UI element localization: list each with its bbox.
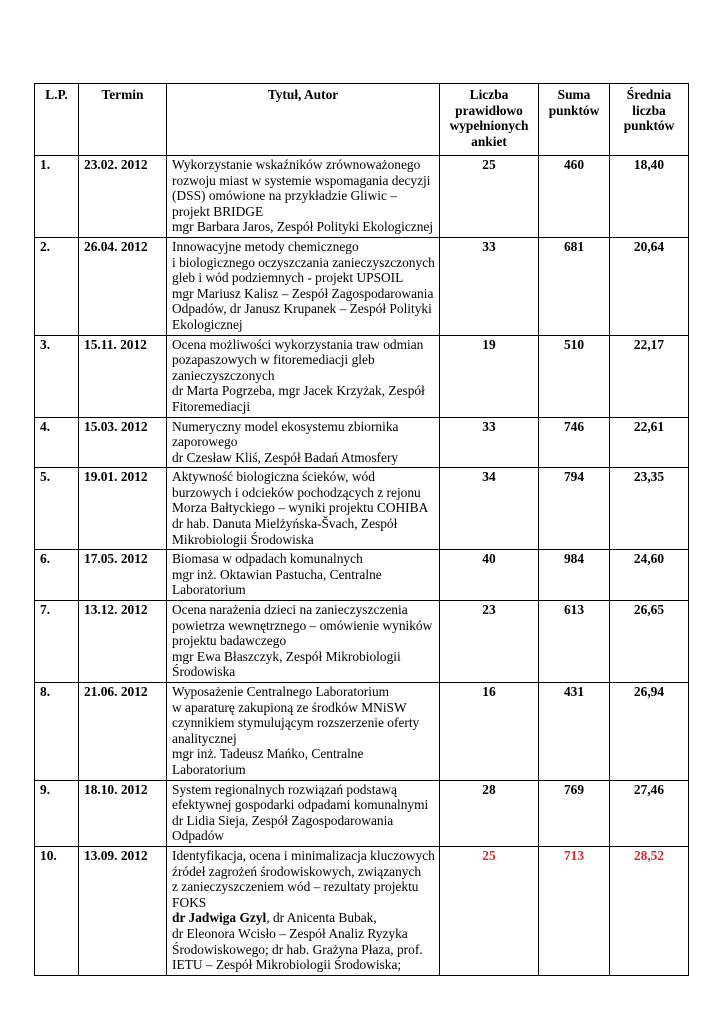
title-line: mgr Ewa Błaszczyk, Zespół Mikrobiologii — [172, 648, 401, 664]
title-line: mgr Mariusz Kalisz – Zespół Zagospodarowania — [172, 285, 434, 301]
row-date: 13.12. 2012 — [79, 601, 167, 683]
title-line: dr Lidia Sieja, Zespół Zagospodarowania — [172, 812, 394, 828]
row-date: 23.02. 2012 — [79, 156, 167, 238]
row-sum: 460 — [539, 156, 610, 238]
header-count — [440, 84, 539, 156]
row-avg: 22,17 — [610, 335, 689, 417]
row-date: 21.06. 2012 — [79, 683, 167, 781]
header-sum-line: Suma — [557, 87, 591, 102]
title-line: Innowacyjne metody chemicznego — [172, 238, 359, 254]
title-line: efektywnej gospodarki odpadami komunalnymi — [172, 797, 429, 813]
row-date: 18.10. 2012 — [79, 780, 167, 846]
title-line: projektu badawczego — [172, 633, 287, 649]
header-avg-line: Średnia — [626, 87, 672, 102]
table-row — [35, 683, 689, 781]
title-line: mgr inż. Tadeusz Mańko, Centralne — [172, 746, 364, 762]
row-lp: 9. — [35, 780, 79, 846]
row-date: 19.01. 2012 — [79, 468, 167, 550]
row-date: 17.05. 2012 — [79, 550, 167, 601]
row-avg: 20,64 — [610, 237, 689, 335]
title-line: Laboratorium — [172, 761, 246, 777]
title-line: dr Marta Pogrzeba, mgr Jacek Krzyżak, Zespół — [172, 383, 425, 399]
row-sum: 510 — [539, 335, 610, 417]
table-row — [35, 468, 689, 550]
row-title — [167, 237, 440, 335]
header-count-line: Liczba — [469, 87, 509, 102]
title-line: Wyposażenie Centralnego Laboratorium — [172, 684, 390, 699]
title-line: Środowiska — [172, 664, 236, 680]
title-line: pozapaszowych w fitoremediacji gleb — [172, 352, 375, 368]
title-line: dr Czesław Kliś, Zespół Badań Atmosfery — [172, 449, 399, 465]
row-avg: 23,35 — [610, 468, 689, 550]
title-line: rozwoju miast w systemie wspomagania decyzji — [172, 172, 431, 188]
table-row — [35, 417, 689, 468]
table-row — [35, 780, 689, 846]
row-count: 28 — [440, 780, 539, 846]
header-avg-line: liczba — [632, 102, 666, 118]
row-count: 23 — [440, 601, 539, 683]
title-line: i biologicznego oczyszczania zanieczyszczonych — [172, 254, 435, 270]
title-line: z zanieczyszczeniem wód – rezultaty projektu — [172, 879, 419, 895]
table-row — [35, 601, 689, 683]
row-avg: 24,60 — [610, 550, 689, 601]
row-count: 33 — [440, 237, 539, 335]
header-sum-line: punktów — [548, 102, 600, 118]
header-sum — [539, 84, 610, 156]
table-row-highlighted — [35, 846, 689, 975]
row-avg: 27,46 — [610, 780, 689, 846]
header-count-line: wypełnionych — [449, 118, 529, 134]
row-sum: 613 — [539, 601, 610, 683]
row-avg: 26,65 — [610, 601, 689, 683]
title-line: (DSS) omówione na przykładzie Gliwic – — [172, 188, 397, 204]
row-sum: 769 — [539, 780, 610, 846]
title-line: Fitoremediacji — [172, 398, 251, 414]
header-row — [35, 84, 689, 156]
lecture-ratings-table — [34, 83, 689, 976]
title-line: zaporowego — [172, 434, 238, 450]
title-line: Wykorzystanie wskaźników zrównoważonego — [172, 157, 421, 172]
row-title — [167, 683, 440, 781]
title-line: Aktywność biologiczna ścieków, wód — [172, 469, 375, 485]
table-row — [35, 156, 689, 238]
title-line: Mikrobiologii Środowiska — [172, 531, 314, 547]
title-line: Biomasa w odpadach komunalnych — [172, 551, 363, 567]
row-date: 13.09. 2012 — [79, 846, 167, 975]
row-sum: 984 — [539, 550, 610, 601]
header-avg-line: punktów — [623, 118, 675, 134]
row-lp: 1. — [35, 156, 79, 238]
header-count-line: ankiet — [471, 133, 507, 149]
row-lp: 7. — [35, 601, 79, 683]
title-line: Identyfikacja, ocena i minimalizacja kluczowych — [172, 847, 435, 863]
row-avg: 28,52 — [610, 846, 689, 975]
row-lp: 4. — [35, 417, 79, 468]
header-avg — [610, 84, 689, 156]
title-line: projekt BRIDGE — [172, 203, 264, 219]
header-count-line: prawidłowo — [455, 102, 523, 118]
row-lp: 3. — [35, 335, 79, 417]
title-line: zanieczyszczonych — [172, 367, 275, 383]
row-title — [167, 156, 440, 238]
row-count: 16 — [440, 683, 539, 781]
title-line: mgr inż. Oktawian Pastucha, Centralne — [172, 566, 382, 582]
title-line: burzowych i odcieków pochodzących z rejonu — [172, 484, 421, 500]
row-avg: 26,94 — [610, 683, 689, 781]
title-line: mgr Barbara Jaros, Zespół Polityki Ekologicznej — [172, 219, 434, 235]
row-count: 40 — [440, 550, 539, 601]
title-line: Odpadów, dr Janusz Krupanek – Zespół Polityki — [172, 301, 432, 317]
title-line: Ekologicznej — [172, 316, 243, 332]
title-line: Środowiskowego; dr hab. Grażyna Płaza, prof. — [172, 941, 423, 957]
table-row — [35, 335, 689, 417]
row-avg: 22,61 — [610, 417, 689, 468]
co-authors: , dr Anicenta Bubak, — [266, 910, 377, 926]
row-date: 15.03. 2012 — [79, 417, 167, 468]
row-count: 34 — [440, 468, 539, 550]
row-sum: 713 — [539, 846, 610, 975]
title-line: czynnikiem stymulującym rozszerzenie oferty — [172, 715, 420, 731]
row-count: 25 — [440, 846, 539, 975]
row-date: 15.11. 2012 — [79, 335, 167, 417]
row-title — [167, 780, 440, 846]
row-count: 25 — [440, 156, 539, 238]
header-termin: Termin — [79, 84, 167, 156]
row-title — [167, 468, 440, 550]
title-line: gleb i wód podziemnych - projekt UPSOIL — [172, 270, 404, 286]
title-line: dr Eleonora Wcisło – Zespół Analiz Ryzyka — [172, 925, 408, 941]
row-sum: 746 — [539, 417, 610, 468]
row-title — [167, 601, 440, 683]
row-date: 26.04. 2012 — [79, 237, 167, 335]
title-line: powietrza wewnętrznego – omówienie wyników — [172, 617, 433, 633]
row-lp: 6. — [35, 550, 79, 601]
row-count: 33 — [440, 417, 539, 468]
title-line: FOKS — [172, 894, 207, 910]
header-title: Tytuł, Autor — [167, 84, 440, 156]
row-title — [167, 417, 440, 468]
title-line: Laboratorium — [172, 582, 246, 598]
row-title — [167, 335, 440, 417]
row-lp: 2. — [35, 237, 79, 335]
row-sum: 681 — [539, 237, 610, 335]
row-lp: 8. — [35, 683, 79, 781]
row-count: 19 — [440, 335, 539, 417]
lead-author-name: dr Jadwiga Gzyl — [172, 910, 267, 926]
title-line: Ocena możliwości wykorzystania traw odmian — [172, 336, 424, 352]
title-line: Morza Bałtyckiego – wyniki projektu COHIBA — [172, 500, 429, 516]
table-row — [35, 550, 689, 601]
row-sum: 794 — [539, 468, 610, 550]
row-title — [167, 550, 440, 601]
title-line: analitycznej — [172, 730, 237, 746]
row-avg: 18,40 — [610, 156, 689, 238]
title-line: IETU – Zespół Mikrobiologii Środowiska; — [172, 957, 402, 973]
title-line: źródeł zagrożeń środowiskowych, związanych — [172, 863, 422, 879]
row-lp: 10. — [35, 846, 79, 975]
title-line: System regionalnych rozwiązań podstawą — [172, 781, 397, 797]
header-lp: L.P. — [35, 84, 79, 156]
title-line: Numeryczny model ekosystemu zbiornika — [172, 418, 399, 434]
table-row — [35, 237, 689, 335]
title-author-line — [172, 910, 434, 926]
row-title — [167, 846, 440, 975]
title-line: w aparaturę zakupioną ze środków MNiSW — [172, 699, 407, 715]
row-sum: 431 — [539, 683, 610, 781]
row-lp: 5. — [35, 468, 79, 550]
title-line: Ocena narażenia dzieci na zanieczyszczenia — [172, 602, 408, 618]
title-line: Odpadów — [172, 828, 225, 844]
title-line: dr hab. Danuta Mielżyńska-Švach, Zespół — [172, 516, 398, 532]
